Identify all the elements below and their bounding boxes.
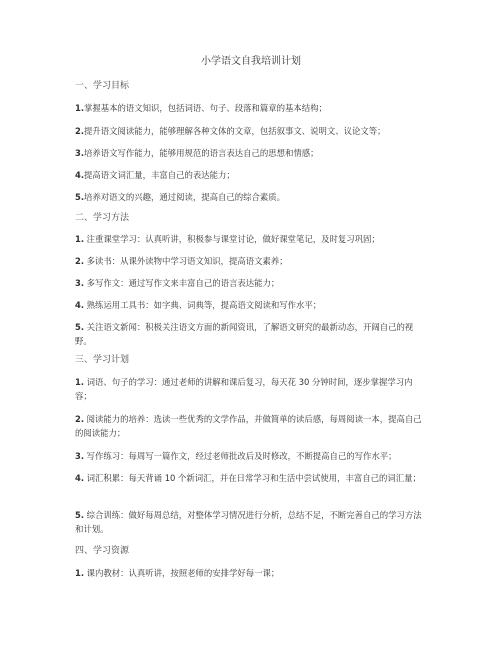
item-number: 4. (75, 300, 85, 310)
item-text: 阅读能力的培养：选读一些优秀的文学作品，并做简单的读后感，每周阅读一本，提高自己的阅读能力； (75, 414, 422, 438)
item-number: 5. (75, 510, 85, 520)
list-item (75, 321, 427, 348)
section-heading-resources: 四、学习资源 (75, 546, 130, 556)
item-text: 写作练习：每周写一篇作文，经过老师批改后及时修改，不断提高自己的写作水平； (84, 451, 397, 461)
list-item (75, 125, 427, 139)
item-number: 3. (75, 451, 85, 461)
list-item (75, 472, 427, 486)
list-item (75, 169, 427, 183)
section-heading-goals: 一、学习目标 (75, 81, 130, 91)
list-item (75, 277, 427, 291)
item-number: 1. (75, 377, 85, 387)
item-number: 5. (75, 322, 85, 332)
item-text: 课内教材：认真听讲，按照老师的安排学好每一课； (84, 568, 280, 578)
list-item (75, 255, 427, 269)
item-text: 注重课堂学习：认真听讲，积极参与课堂讨论，做好课堂笔记，及时复习巩固； (84, 234, 380, 244)
item-text: 培养语文写作能力，能够用规范的语言表达自己的思想和情感； (84, 148, 319, 158)
item-text: 掌握基本的语文知识，包括词语、句子、段落和篇章的基本结构； (84, 103, 327, 113)
item-text: 关注语文新闻：积极关注语文方面的新闻资讯，了解语文研究的最新动态，开阔自己的视野。 (75, 322, 414, 346)
item-number: 2. (75, 126, 85, 136)
item-text: 多写作文：通过写作文来丰富自己的语言表达能力； (84, 278, 280, 288)
list-item (75, 567, 427, 581)
item-number: 1. (75, 234, 85, 244)
document-title: 小学语文自我培训计划 (201, 56, 301, 67)
list-item (75, 191, 427, 205)
list-item (75, 233, 427, 247)
item-number: 4. (75, 473, 85, 483)
item-number: 1. (75, 103, 85, 113)
section-heading-methods: 二、学习方法 (75, 213, 130, 223)
item-text: 词汇积累：每天背诵 10 个新词汇，并在日常学习和生活中尝试使用，丰富自己的词汇量； (84, 473, 421, 483)
item-text: 提升语文阅读能力，能够理解各种文体的文章，包括叙事文、说明文、议论文等； (84, 126, 386, 136)
item-text: 培养对语文的兴趣，通过阅读，提高自己的综合素质。 (84, 192, 286, 202)
item-text: 熟练运用工具书：如字典、词典等，提高语文阅读和写作水平； (84, 300, 322, 310)
item-number: 4. (75, 170, 85, 180)
section-heading-plan: 三、学习计划 (75, 355, 130, 365)
item-number: 2. (75, 256, 85, 266)
item-text: 多读书：从课外读物中学习语文知识，提高语文素养； (84, 256, 288, 266)
list-item (75, 509, 427, 536)
list-item (75, 450, 427, 464)
list-item (75, 299, 427, 313)
item-text: 综合训练：做好每周总结，对整体学习情况进行分析，总结不足，不断完善自己的学习方法和计划。 (75, 510, 422, 534)
item-number: 1. (75, 568, 85, 578)
list-item (75, 147, 427, 161)
item-number: 5. (75, 192, 85, 202)
item-number: 3. (75, 148, 85, 158)
list-item (75, 376, 427, 403)
item-text: 提高语文词汇量，丰富自己的表达能力； (84, 170, 235, 180)
list-item (75, 102, 427, 116)
item-number: 2. (75, 414, 85, 424)
item-number: 3. (75, 278, 85, 288)
list-item (75, 413, 427, 440)
item-text: 词语、句子的学习：通过老师的讲解和课后复习，每天花 30 分钟时间，逐步掌握学习内容； (75, 377, 413, 401)
